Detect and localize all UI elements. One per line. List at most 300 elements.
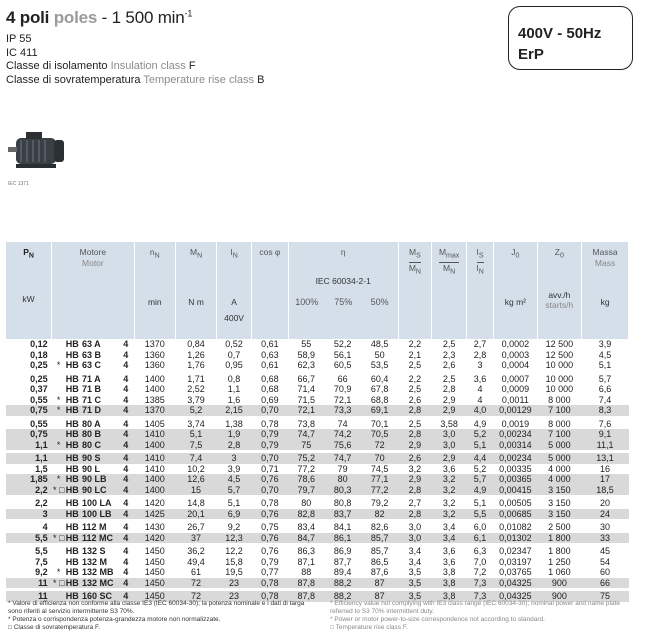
cell-e100: 83,4 xyxy=(297,522,316,532)
cell-e50: 60,4 xyxy=(370,373,389,384)
cell-is: 6,1 xyxy=(466,533,493,544)
table-row xyxy=(6,557,629,568)
cell-e100: 77,2 xyxy=(297,463,316,474)
cell-e100: 73,8 xyxy=(297,418,316,429)
cell-is: 5,7 xyxy=(466,474,493,485)
cell-e50: 77,2 xyxy=(361,485,398,496)
cell-f: 71 B xyxy=(82,384,102,394)
cell-e50: 82 xyxy=(361,509,398,520)
cell-mn: 37 xyxy=(175,533,216,544)
cell-p: 5,5 xyxy=(6,533,52,544)
cell-cos: 0,63 xyxy=(261,349,279,360)
cell-is: 7,3 xyxy=(466,578,493,589)
cell-e75: 70,9 xyxy=(333,384,352,394)
cell-m xyxy=(52,350,66,361)
cell-is: 3 xyxy=(477,360,483,370)
cell-mn: 1,71 xyxy=(187,373,205,384)
table-row xyxy=(6,429,629,440)
cell-p: 4 xyxy=(42,522,48,532)
cell-e100: 71,4 xyxy=(297,384,316,394)
cell-m xyxy=(52,339,66,350)
cell-cos: 0,76 xyxy=(261,546,279,556)
cell-t: HB xyxy=(66,485,82,496)
cell-mn: 20,1 xyxy=(175,509,216,520)
cell-pl: 4 xyxy=(123,591,134,602)
col-mmax: $M_{max}$ $M_N$ xyxy=(432,242,467,339)
cell-mmax: 3,0 xyxy=(432,440,467,451)
cell-z: 12 500 xyxy=(545,339,574,349)
cell-m: * xyxy=(56,360,61,370)
cell-cos: 0,78 xyxy=(251,578,288,589)
spec-ip: IP 55 xyxy=(6,33,32,45)
cell-ms: 3,0 xyxy=(398,533,432,544)
cell-i: 0,95 xyxy=(225,360,243,370)
cell-mmax: 2,8 xyxy=(442,384,456,394)
cell-mn: 7,4 xyxy=(175,453,216,464)
cell-z: 900 xyxy=(537,591,582,602)
cell-z: 4 000 xyxy=(548,463,571,474)
col-eta: η IEC 60034-2-1 100% 75% 50% xyxy=(288,242,398,339)
cell-e50: 79,2 xyxy=(370,498,389,508)
cell-is: 6,3 xyxy=(473,546,487,556)
cell-j: 0,0007 xyxy=(501,373,530,384)
cell-z: 2 500 xyxy=(548,522,571,532)
cell-mmax: 3,0 xyxy=(432,429,467,440)
cell-n: 1400 xyxy=(134,474,175,485)
title-poles-en: poles xyxy=(53,8,98,27)
cell-j: 0,03765 xyxy=(499,567,532,577)
page-title xyxy=(6,8,192,28)
cell-j: 0,04325 xyxy=(494,578,537,589)
cell-f: 80 C xyxy=(82,440,123,451)
cell-w: 66 xyxy=(582,578,629,589)
spec-insulation: Classe di isolamento Insulation class F xyxy=(6,60,196,72)
cell-i: 23 xyxy=(217,591,252,602)
cell-t: HB xyxy=(65,394,79,405)
cell-w: 4,5 xyxy=(598,349,612,360)
note-en-3: □ Temperature rise class F. xyxy=(330,624,408,631)
cell-mn: 61 xyxy=(191,567,202,577)
cell-i: 1,1 xyxy=(227,384,241,394)
cell-is: 7,0 xyxy=(473,556,487,567)
cell-j: 0,02347 xyxy=(499,546,532,556)
cell-mmax: 3,58 xyxy=(440,418,458,429)
cell-pl: 4 xyxy=(123,578,134,589)
cell-m: * □ xyxy=(52,484,65,495)
cell-mmax: 3,4 xyxy=(442,522,456,532)
cell-e50: 67,8 xyxy=(370,384,389,394)
cell-n: 1410 xyxy=(134,453,175,464)
cell-pl: 4 xyxy=(123,546,129,556)
cell-t: HB xyxy=(66,405,82,416)
cell-n: 1360 xyxy=(144,349,165,360)
badge-voltage: 400V - 50Hz xyxy=(518,25,602,42)
cell-mn: 3,74 xyxy=(187,418,205,429)
cell-e50: 53,5 xyxy=(370,360,389,370)
cell-e100: 75 xyxy=(288,440,324,451)
cell-z: 3 150 xyxy=(537,485,582,496)
cell-n: 1400 xyxy=(134,485,175,496)
cell-t: HB xyxy=(65,556,79,567)
cell-ms: 3,4 xyxy=(408,556,422,567)
cell-i: 0,52 xyxy=(225,339,243,349)
cell-p: 3 xyxy=(6,509,52,520)
cell-mmax: 2,5 xyxy=(442,373,456,384)
table-row xyxy=(6,474,629,485)
cell-z: 5 000 xyxy=(537,440,582,451)
cell-is: 3,6 xyxy=(473,373,487,384)
cell-m: * xyxy=(52,474,66,485)
cell-pl: 4 xyxy=(123,567,129,577)
cell-j: 0,04325 xyxy=(494,591,537,602)
cell-z: 8 000 xyxy=(548,418,571,429)
cell-p: 0,75 xyxy=(6,429,52,440)
cell-mn: 5,1 xyxy=(175,429,216,440)
cell-e100: 55 xyxy=(301,339,312,349)
title-speed: - 1 500 min xyxy=(101,8,185,27)
cell-e75: 66 xyxy=(337,373,348,384)
cell-mmax: 2,3 xyxy=(442,349,456,360)
cell-e75: 75,6 xyxy=(324,440,361,451)
cell-t: HB xyxy=(66,533,82,544)
cell-i: 3 xyxy=(217,453,252,464)
cell-ms: 2,5 xyxy=(408,418,422,429)
table-row xyxy=(6,464,629,475)
cell-mmax: 2,9 xyxy=(442,394,456,405)
cell-mn: 49,4 xyxy=(187,556,205,567)
table-row xyxy=(6,374,629,385)
cell-is: 2,7 xyxy=(473,339,487,349)
cell-j: 0,0019 xyxy=(501,418,530,429)
cell-i: 23 xyxy=(217,578,252,589)
cell-e100: 79,7 xyxy=(288,485,324,496)
cell-e100: 58,9 xyxy=(297,349,316,360)
cell-f: 132 MC xyxy=(82,578,123,589)
cell-j: 0,01082 xyxy=(499,522,532,532)
table-row xyxy=(6,339,629,350)
cell-e75: 89,4 xyxy=(333,567,352,577)
cell-w: 3,9 xyxy=(598,339,612,349)
cell-mn: 15 xyxy=(175,485,216,496)
note-it-1: * Valore di efficienza non conforme alla classe IE3 (IEC 60034-30); la potenza nominale e i dati di targa sono riferiti al servizio intermittente S3 70%. xyxy=(8,600,305,615)
cell-pl: 4 xyxy=(123,429,134,440)
cell-e50: 87,6 xyxy=(370,567,389,577)
cell-j: 0,0011 xyxy=(501,394,529,405)
cell-n: 1450 xyxy=(134,591,175,602)
cell-n: 1425 xyxy=(134,509,175,520)
cell-e100: 71,5 xyxy=(297,394,316,405)
title-poles-it: 4 poli xyxy=(6,8,50,27)
cell-mmax: 3,2 xyxy=(432,474,467,485)
cell-f: 112 MC xyxy=(82,533,123,544)
cell-is: 7,3 xyxy=(466,591,493,602)
table-row xyxy=(6,498,629,509)
col-in: $I_N$ A 400V xyxy=(217,242,252,339)
cell-w: 75 xyxy=(582,591,629,602)
cell-e100: 80 xyxy=(301,498,312,508)
cell-mmax: 3,6 xyxy=(442,546,456,556)
cell-f: 90 LB xyxy=(82,474,123,485)
cell-pl: 4 xyxy=(123,509,134,520)
cell-e75: 60,5 xyxy=(333,360,352,370)
cell-f: 63 A xyxy=(82,339,101,349)
cell-j: 0,01302 xyxy=(494,533,537,544)
cell-w: 20 xyxy=(600,498,611,508)
cell-mmax: 3,8 xyxy=(432,578,467,589)
cell-pl: 4 xyxy=(123,373,129,384)
cell-e75: 88,2 xyxy=(324,591,361,602)
cell-is: 5,2 xyxy=(466,429,493,440)
cell-m xyxy=(52,464,66,475)
cell-mn: 10,2 xyxy=(187,463,205,474)
cell-is: 7,2 xyxy=(473,567,487,577)
cell-i: 12,3 xyxy=(217,533,252,544)
cell-pl: 4 xyxy=(123,418,129,429)
cell-m: * xyxy=(56,567,61,577)
note-en-2: * Power or motor power-to-size correspondence not according to standard. xyxy=(330,616,545,623)
cell-cos: 0,75 xyxy=(261,522,279,532)
cell-pl: 4 xyxy=(123,384,129,394)
cell-e75: 83,7 xyxy=(324,509,361,520)
cell-mmax: 2,6 xyxy=(442,360,456,370)
cell-is: 5,1 xyxy=(466,440,493,451)
cell-j: 0,00129 xyxy=(494,405,537,416)
cell-p: 0,37 xyxy=(30,384,48,394)
cell-pl: 4 xyxy=(123,522,129,532)
col-ms: $M_S$ $M_N$ xyxy=(398,242,432,339)
cell-cos: 0,69 xyxy=(261,394,279,405)
cell-n: 1385 xyxy=(144,394,165,405)
table-row xyxy=(6,384,629,395)
cell-is: 6,0 xyxy=(473,522,487,532)
cell-is: 4,9 xyxy=(466,485,493,496)
cell-p: 0,25 xyxy=(30,360,48,370)
cell-p: 0,75 xyxy=(6,405,52,416)
cell-i: 5,7 xyxy=(217,485,252,496)
cell-cos: 0,68 xyxy=(261,384,279,394)
cell-e50: 69,1 xyxy=(361,405,398,416)
voltage-badge xyxy=(508,6,633,70)
cell-t: HB xyxy=(66,474,82,485)
cell-i: 12,2 xyxy=(225,546,243,556)
cell-z: 1 800 xyxy=(537,533,582,544)
cell-e100: 87,8 xyxy=(288,578,324,589)
cell-p: 11 xyxy=(6,578,52,589)
cell-e50: 48,5 xyxy=(370,339,389,349)
cell-cos: 0,78 xyxy=(261,498,279,508)
cell-i: 6,9 xyxy=(217,509,252,520)
cell-e50: 70 xyxy=(361,453,398,464)
cell-m xyxy=(52,546,66,557)
cell-mmax: 2,9 xyxy=(432,405,467,416)
cell-ms: 3,0 xyxy=(408,522,422,532)
cell-m: * □ xyxy=(52,577,65,588)
col-cos: cos φ xyxy=(251,242,288,339)
cell-n: 1410 xyxy=(144,463,165,474)
cell-t: HB xyxy=(65,463,79,474)
col-z0: $Z_0$ avv./h starts/h xyxy=(537,242,582,339)
cell-e50: 70,1 xyxy=(370,418,389,429)
cell-w: 9,1 xyxy=(582,429,629,440)
cell-z: 5 000 xyxy=(537,453,582,464)
cell-e100: 66,7 xyxy=(297,373,316,384)
cell-t: HB xyxy=(65,498,79,508)
cell-cos: 0,78 xyxy=(261,418,279,429)
cell-ms: 2,8 xyxy=(398,509,432,520)
cell-i: 0,7 xyxy=(227,349,241,360)
cell-f: 80 A xyxy=(82,418,101,429)
cell-pl: 4 xyxy=(123,463,129,474)
cell-j: 0,0009 xyxy=(501,384,530,394)
cell-p: 0,55 xyxy=(30,394,48,405)
cell-f: 112 M xyxy=(82,522,107,532)
cell-m xyxy=(52,557,66,568)
cell-z: 7 100 xyxy=(537,429,582,440)
cell-mmax: 3,2 xyxy=(432,485,467,496)
cell-t: HB xyxy=(65,349,79,360)
cell-w: 45 xyxy=(600,546,611,556)
cell-pl: 4 xyxy=(123,474,134,485)
cell-p: 0,12 xyxy=(30,339,48,349)
cell-f: 100 LA xyxy=(82,498,112,508)
col-nn: $n_N$ min xyxy=(134,242,175,339)
cell-ms: 2,9 xyxy=(398,440,432,451)
cell-e50: 74,5 xyxy=(370,463,389,474)
cell-e50: 85,7 xyxy=(361,533,398,544)
cell-cos: 0,70 xyxy=(251,485,288,496)
cell-i: 2,15 xyxy=(217,405,252,416)
cell-mn: 2,52 xyxy=(187,384,205,394)
cell-t: HB xyxy=(66,591,82,602)
cell-f: 160 SC xyxy=(82,591,123,602)
cell-ms: 2,9 xyxy=(398,474,432,485)
image-caption: IEC 1371 xyxy=(8,181,29,187)
cell-m: * □ xyxy=(52,532,65,543)
cell-m: * xyxy=(56,394,61,405)
notes-en xyxy=(330,600,630,632)
cell-mn: 26,7 xyxy=(187,522,205,532)
title-speed-sup: -1 xyxy=(184,8,193,19)
cell-t: HB xyxy=(65,339,79,349)
cell-ms: 3,5 xyxy=(408,567,422,577)
cell-w: 17 xyxy=(582,474,629,485)
cell-ms: 2,5 xyxy=(408,384,422,394)
cell-z: 4 000 xyxy=(537,474,582,485)
cell-t: HB xyxy=(65,360,79,370)
table-row xyxy=(6,419,629,430)
cell-j: 0,0002 xyxy=(501,339,530,349)
col-mass: Massa Mass kg xyxy=(582,242,629,339)
cell-i: 1,9 xyxy=(217,429,252,440)
cell-e50: 50 xyxy=(374,349,385,360)
cell-f: 63 C xyxy=(82,360,102,370)
cell-e75: 74,2 xyxy=(324,429,361,440)
cell-n: 1420 xyxy=(134,533,175,544)
cell-z: 1 250 xyxy=(548,556,571,567)
table-row xyxy=(6,485,629,496)
cell-w: 5,7 xyxy=(598,373,612,384)
cell-n: 1450 xyxy=(144,546,165,556)
cell-n: 1410 xyxy=(134,429,175,440)
cell-mn: 1,76 xyxy=(187,360,205,370)
cell-j: 0,00234 xyxy=(494,453,537,464)
notes-it xyxy=(8,600,308,632)
cell-i: 15,8 xyxy=(225,556,243,567)
cell-mn: 7,5 xyxy=(175,440,216,451)
cell-n: 1420 xyxy=(144,498,165,508)
cell-i: 5,1 xyxy=(227,498,241,508)
cell-ms: 3,5 xyxy=(398,591,432,602)
cell-pl: 4 xyxy=(123,498,129,508)
cell-w: 16 xyxy=(600,463,611,474)
cell-p: 2,2 xyxy=(35,498,48,508)
cell-m xyxy=(52,374,66,385)
cell-mn: 0,84 xyxy=(187,339,205,349)
cell-i: 4,5 xyxy=(217,474,252,485)
cell-e100: 62,3 xyxy=(297,360,316,370)
cell-z: 1 060 xyxy=(548,567,571,577)
cell-mmax: 3,2 xyxy=(432,509,467,520)
cell-e50: 68,8 xyxy=(370,394,389,405)
cell-j: 0,00415 xyxy=(494,485,537,496)
note-it-3: □ Classe di sovratemperatura F. xyxy=(8,624,101,631)
cell-p: 1,1 xyxy=(6,440,52,451)
cell-mmax: 2,5 xyxy=(442,339,456,349)
cell-i: 0,8 xyxy=(227,373,241,384)
cell-mmax: 3,6 xyxy=(442,556,456,567)
cell-ms: 2,7 xyxy=(408,498,422,508)
cell-mmax: 3,2 xyxy=(442,498,456,508)
cell-e50: 85,7 xyxy=(370,546,389,556)
table-row xyxy=(6,522,629,533)
cell-cos: 0,76 xyxy=(251,509,288,520)
cell-mn: 72 xyxy=(175,591,216,602)
table-row xyxy=(6,405,629,416)
cell-mmax: 3,4 xyxy=(432,533,467,544)
cell-e50: 77,1 xyxy=(361,474,398,485)
cell-n: 1405 xyxy=(144,418,165,429)
cell-m xyxy=(52,453,66,464)
cell-cos: 0,79 xyxy=(251,429,288,440)
cell-mmax: 3,8 xyxy=(442,567,456,577)
cell-n: 1430 xyxy=(144,522,165,532)
cell-mn: 36,2 xyxy=(187,546,205,556)
cell-f: 100 LB xyxy=(82,509,123,520)
table-row xyxy=(6,440,629,451)
cell-e50: 87 xyxy=(361,591,398,602)
cell-e100: 82,8 xyxy=(288,509,324,520)
cell-z: 3 150 xyxy=(548,498,571,508)
cell-m xyxy=(52,509,66,520)
cell-e75: 87,7 xyxy=(333,556,352,567)
cell-mn: 1,26 xyxy=(187,349,205,360)
cell-n: 1360 xyxy=(144,360,165,370)
cell-w: 7,6 xyxy=(598,418,612,429)
cell-f: 90 L xyxy=(82,463,101,474)
cell-cos: 0,71 xyxy=(261,463,279,474)
col-motor: Motore Motor xyxy=(52,242,135,339)
cell-z: 10 000 xyxy=(545,373,574,384)
cell-is: 5,5 xyxy=(466,509,493,520)
cell-p: 1,85 xyxy=(6,474,52,485)
cell-z: 1 800 xyxy=(548,546,571,556)
cell-is: 5,1 xyxy=(473,498,487,508)
cell-e50: 87 xyxy=(361,578,398,589)
table-row xyxy=(6,546,629,557)
cell-cos: 0,61 xyxy=(261,339,279,349)
cell-p: 11 xyxy=(6,591,52,602)
cell-f: 132 MB xyxy=(82,567,114,577)
